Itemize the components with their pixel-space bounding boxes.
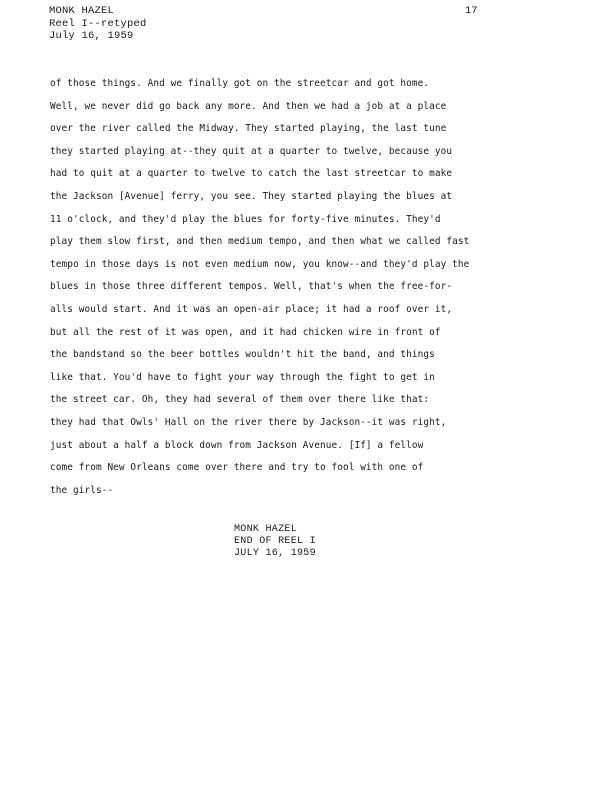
transcript-line: blues in those three different tempos. Well, that's when the free-for- [50,281,453,293]
transcript-line: play them slow first, and then medium tempo, and then what we called fast [50,236,470,248]
transcript-line: alls would start. And it was an open-air place; it had a roof over it, [50,303,453,315]
transcript-line: had to quit at a quarter to twelve to catch the last streetcar to make [50,168,453,180]
transcript-line: but all the rest of it was open, and it had chicken wire in front of [50,326,441,338]
header-date: July 16, 1959 [49,30,134,42]
transcript-line: they started playing at--they quit at a quarter to twelve, because you [50,145,453,157]
transcript-line: the street car. Oh, they had several of them over there like that: [50,394,430,406]
header-interviewee-name: MONK HAZEL [49,5,115,17]
transcript-line: they had that Owls' Hall on the river there by Jackson--it was right, [50,416,447,428]
transcript-body [50,73,560,502]
document-header [49,5,147,43]
transcript-line: like that. You'd have to fight your way through the fight to get in [50,371,435,383]
transcript-line: tempo in those days is not even medium now, you know--and they'd play the [50,258,470,270]
transcript-line: of those things. And we finally got on the streetcar and got home. [50,78,430,89]
transcript-line: over the river called the Midway. They started playing, the last tune [50,123,447,135]
transcript-line: the bandstand so the beer bottles wouldn't hit the band, and things [50,349,435,361]
page-number: 17 [465,5,478,17]
transcript-line: the girls-- [50,484,114,496]
transcript-line: the Jackson [Avenue] ferry, you see. They started playing the blues at [50,190,453,202]
footer-interviewee-name: MONK HAZEL [234,524,298,535]
transcript-line: just about a half a block down from Jackson Avenue. [If] a fellow [50,439,424,451]
transcript-line: come from New Orleans come over there and try to fool with one of [50,462,424,474]
end-of-reel-footer [234,524,316,560]
footer-end-label: END OF REEL I [234,536,316,547]
footer-date: JULY 16, 1959 [234,548,316,559]
transcript-line: Well, we never did go back any more. And then we had a job at a place [50,100,447,112]
transcript-line: 11 o'clock, and they'd play the blues for forty-five minutes. They'd [50,213,441,225]
header-reel-label: Reel I--retyped [49,17,147,30]
